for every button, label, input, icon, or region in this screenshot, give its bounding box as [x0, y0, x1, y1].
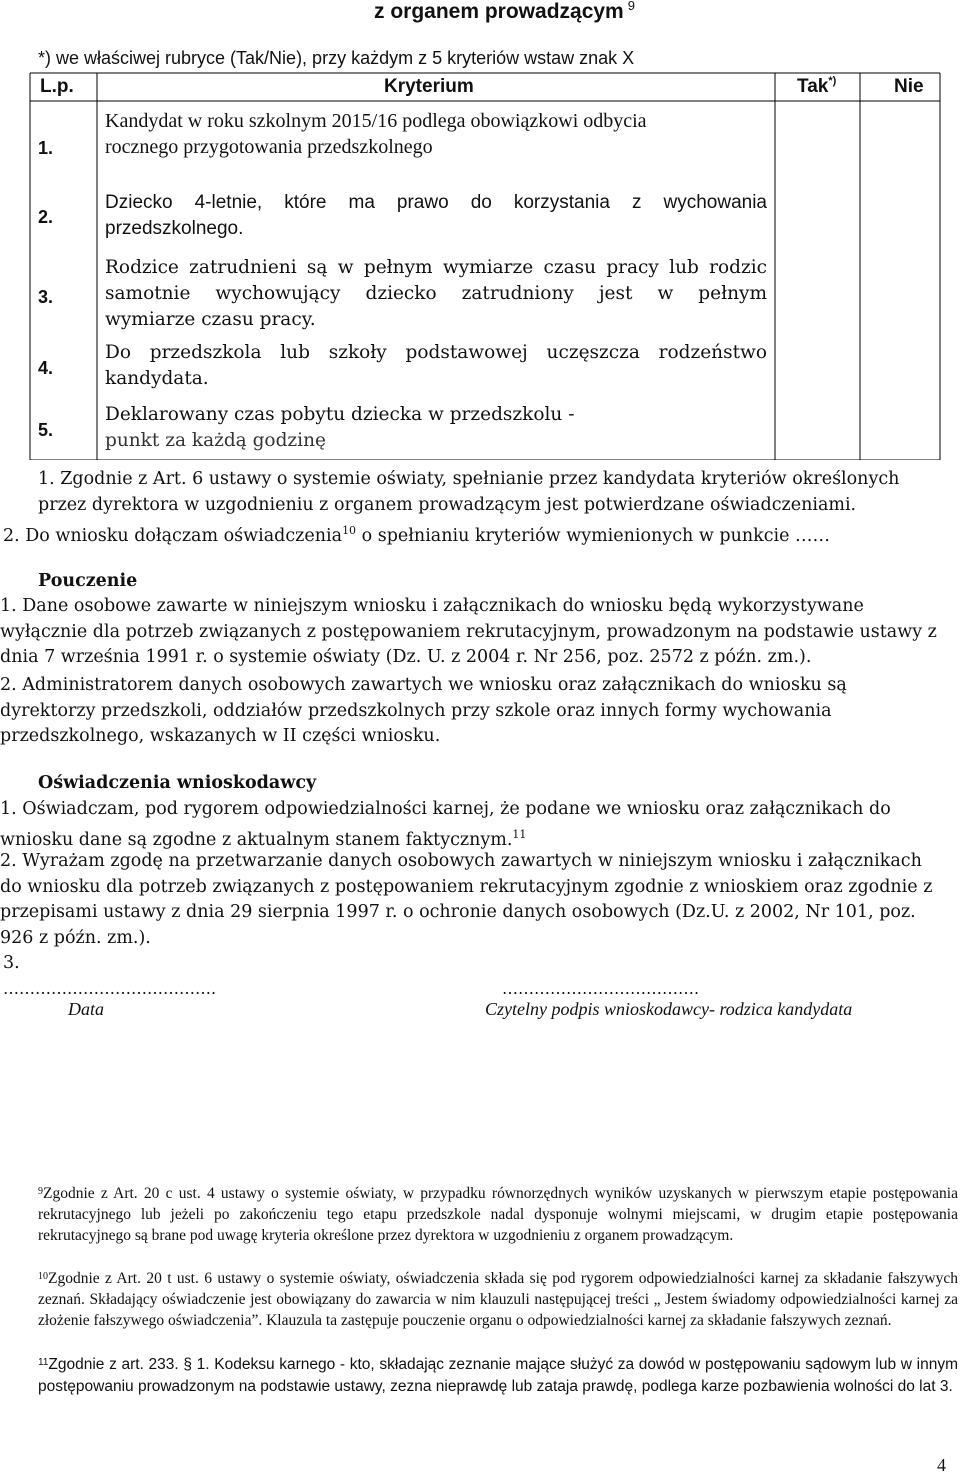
- note-1-line-1: 1. Zgodnie z Art. 6 ustawy o systemie oświaty, spełnianie przez kandydata kryteriów określonych: [38, 469, 900, 489]
- row-4-line-2: kandydata.: [105, 368, 209, 389]
- row-2-number: 2.: [38, 207, 54, 227]
- row-3-line-1: Rodzice zatrudnieni są w pełnym wymiarze czasu pracy lub rodzic: [105, 257, 767, 278]
- note-2: [3, 518, 830, 549]
- row-2-line-2: przedszkolnego.: [105, 218, 244, 239]
- footnote-ref-9: 9: [627, 0, 635, 13]
- oswiadczenia-item-3-num: 3.: [3, 953, 20, 973]
- pouczenie-title: Pouczenie: [38, 571, 138, 591]
- oswiadczenia-item-1-body: [0, 799, 891, 850]
- row-3-line-3: wymiarze czasu pracy.: [105, 309, 316, 330]
- page-number: 4: [937, 1455, 946, 1475]
- oswiadczenia-item-2-text: Wyrażam zgodę na przetwarzanie danych osobowych zawartych w niniejszym wniosku i załącznikach do wniosku dla potrzeb związanych z postępowaniem rekrutacyjnym zgodnie z wnioskiem oraz zgodnie z przepisami ustawy z dnia 29 sierpnia 1997 r. o ochronie danych osobowych (Dz.U. z 2002, Nr 101, poz. 926 z późn. zm.).: [0, 851, 933, 948]
- oswiadczenia-item-2: [0, 849, 940, 953]
- footnote-11: [38, 1354, 958, 1398]
- row-1-number: 1.: [38, 138, 54, 158]
- section-heading-text: z organem prowadzącym: [374, 0, 624, 23]
- row-5-line-2: punkt za każdą godzinę: [105, 430, 326, 451]
- footnote-10: [38, 1268, 958, 1332]
- note-2-post: o spełnianiu kryteriów wymienionych w punkcie ……: [356, 525, 831, 546]
- footnote-11-text: Zgodnie z art. 233. § 1. Kodeksu karnego - kto, składając zeznanie mające służyć za dowód w postępowaniu sądowym lub w innym postępowaniu prowadzonym na podstawie ustawy, zezna nieprawdę lub zataja prawdę, podlega karze pozbawienia wolności do lat 3.: [38, 1356, 958, 1395]
- row-3-number: 3.: [38, 287, 54, 307]
- oswiadczenia-item-1: [0, 797, 940, 849]
- signature-label: Czytelny podpis wnioskodawcy- rodzica kandydata: [485, 999, 853, 1019]
- row-4-line-1: Do przedszkola lub szkoły podstawowej uczęszcza rodzeństwo: [105, 342, 767, 363]
- signature-dots: ……………………………….: [502, 979, 700, 998]
- header-yes: [797, 76, 836, 98]
- row-3-criterion: [105, 255, 767, 333]
- pouczenie-item-1-num: 1.: [0, 596, 17, 616]
- footnote-ref-10: 10: [342, 524, 357, 537]
- row-5-criterion: [105, 402, 767, 454]
- header-no: Nie: [894, 76, 924, 97]
- row-4-number: 4.: [38, 358, 54, 378]
- oswiadczenia-item-1-text: Oświadczam, pod rygorem odpowiedzialności karnej, że podane we wniosku oraz załącznikach do wniosku dane są zgodne z aktualnym stanem faktycznym.: [0, 799, 891, 851]
- pouczenie-item-2: [0, 673, 940, 753]
- note-2-pre: 2. Do wniosku dołączam oświadczenia: [3, 525, 343, 546]
- date-label: Data: [68, 999, 104, 1019]
- row-2-criterion: [105, 190, 767, 242]
- footnote-9-text: Zgodnie z Art. 20 c ust. 4 ustawy o systemie oświaty, w przypadku równorzędnych wyników uzyskanych w pierwszym etapie postępowania rekrutacyjnego lub jeżeli po zakończeniu tego etapu przedszkole nadal dysponuje wolnymi miejscami, w drugim etapie postępowania rekrutacyjnego są brane pod uwagę kryteria określone przez dyrektora w uzgodnieniu z organem prowadzącym.: [38, 1185, 958, 1245]
- footnote-11-num: 11: [38, 1357, 49, 1368]
- note-1-line-2: przez dyrektora w uzgodnieniu z organem prowadzącym jest potwierdzane oświadczeniami.: [38, 495, 857, 515]
- pouczenie-item-2-num: 2.: [0, 675, 17, 695]
- row-3-line-2: samotnie wychowujący dziecko zatrudniony jest w pełnym: [105, 283, 767, 304]
- pouczenie-item-1-text: Dane osobowe zawarte w niniejszym wniosku i załącznikach do wniosku będą wykorzystywane wyłącznie dla potrzeb związanych z postępowaniem rekrutacyjnym, prowadzonym na podstawie ustawy z dnia 7 września 1991 r. o systemie oświaty (Dz. U. z 2004 r. Nr 256, poz. 2572 z późn. zm.).: [0, 596, 937, 667]
- footnote-10-num: 10: [38, 1271, 48, 1282]
- pouczenie-item-2-text: Administratorem danych osobowych zawartych we wniosku oraz załącznikach do wniosku są dyrektorzy przedszkoli, oddziałów przedszkolnych przy szkole oraz innych formy wychowania przedszkolnego, wskazanych w II części wniosku.: [0, 675, 847, 746]
- header-yes-mark: *): [828, 75, 837, 87]
- oswiadczenia-item-1-num: 1.: [0, 799, 17, 819]
- row-1-line-1: Kandydat w roku szkolnym 2015/16 podlega obowiązkowi odbycia: [105, 110, 647, 132]
- row-2-line-1: Dziecko 4-letnie, które ma prawo do korzystania z wychowania: [105, 192, 767, 213]
- footnote-9: [38, 1183, 958, 1247]
- date-dots: ………………………………….: [3, 979, 217, 998]
- footnote-10-text: Zgodnie z Art. 20 t ust. 6 ustawy o systemie oświaty, oświadczenia składa się pod rygorem odpowiedzialności karnej za składanie fałszywych zeznań. Składający oświadczenie jest obowiązany do zawarcia w nim klauzuli następującej treści „ Jestem świadomy odpowiedzialności karnej za złożenie fałszywego oświadczenia”. Klauzula ta zastępuje pouczenie organu o odpowiedzialności karnej za składanie fałszywych zeznań.: [38, 1270, 958, 1330]
- row-1-criterion: [105, 108, 767, 160]
- oswiadczenia-title: Oświadczenia wnioskodawcy: [38, 773, 317, 793]
- table-instruction: *) we właściwej rubryce (Tak/Nie), przy każdym z 5 kryteriów wstaw znak X: [38, 48, 635, 68]
- pouczenie-item-1: [0, 594, 940, 674]
- oswiadczenia-item-2-num: 2.: [0, 851, 17, 871]
- header-yes-label: Tak: [797, 76, 829, 97]
- header-lp: L.p.: [40, 76, 74, 97]
- row-4-criterion: [105, 340, 767, 392]
- footnote-9-num: 9: [38, 1186, 43, 1197]
- row-5-number: 5.: [38, 420, 54, 440]
- row-1-line-2: rocznego przygotowania przedszkolnego: [105, 136, 433, 158]
- row-5-line-1: Deklarowany czas pobytu dziecka w przedszkolu -: [105, 404, 575, 425]
- footnote-ref-11: 11: [512, 828, 527, 842]
- header-criterion: Kryterium: [384, 76, 474, 97]
